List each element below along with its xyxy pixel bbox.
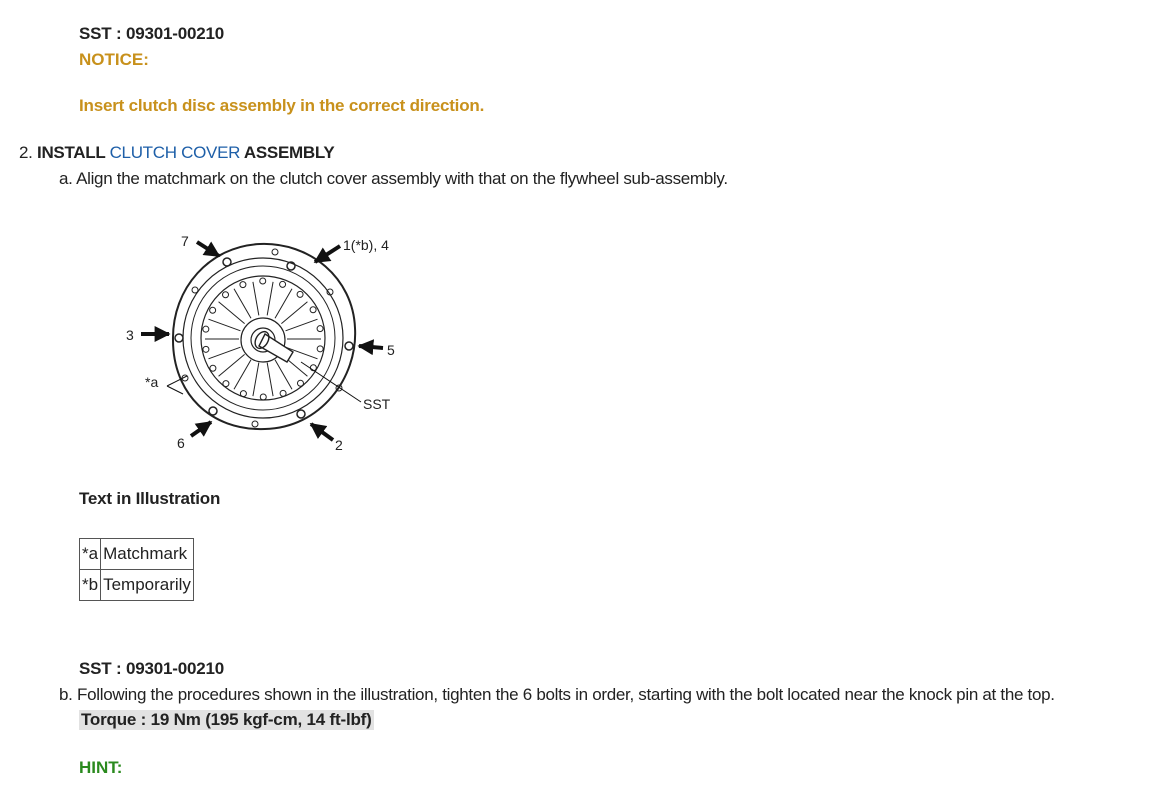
sst-label: SST bbox=[363, 396, 391, 412]
step-b-text: b. Following the procedures shown in the illustration, tighten the 6 bolts in order, starting with the bolt located near the knock pin at the top. bbox=[59, 685, 1055, 704]
step-2-heading bbox=[19, 143, 334, 163]
clutch-cover-link[interactable]: CLUTCH COVER bbox=[109, 143, 241, 162]
notice-text: Insert clutch disc assembly in the correct direction. bbox=[79, 96, 485, 115]
legend-key: *b bbox=[80, 570, 101, 601]
step-a-text: a. Align the matchmark on the clutch cover assembly with that on the flywheel sub-assembly. bbox=[59, 169, 728, 188]
notice-label: NOTICE: bbox=[79, 50, 149, 69]
sst-note-bottom: SST : 09301-00210 bbox=[79, 659, 224, 678]
legend-row bbox=[80, 539, 194, 570]
torque-spec: Torque : 19 Nm (195 kgf-cm, 14 ft-lbf) bbox=[81, 710, 372, 729]
clutch-cover-illustration bbox=[115, 228, 415, 456]
step-2-suffix: ASSEMBLY bbox=[243, 143, 335, 162]
bolt-7-label: 7 bbox=[181, 233, 189, 249]
step-2-prefix: INSTALL bbox=[37, 143, 106, 162]
clutch-cover-drawing bbox=[173, 244, 355, 429]
hint-label: HINT: bbox=[79, 758, 123, 777]
matchmark-label: *a bbox=[145, 374, 159, 390]
bolt-6-label: 6 bbox=[177, 435, 185, 451]
legend-value: Temporarily bbox=[101, 570, 194, 601]
legend-value: Matchmark bbox=[101, 539, 194, 570]
legend-row bbox=[80, 570, 194, 601]
bolt-1-label: 1(*b), 4 bbox=[343, 237, 389, 253]
sst-note-top: SST : 09301-00210 bbox=[79, 24, 224, 43]
bolt-2-label: 2 bbox=[335, 437, 343, 453]
bolt-3-label: 3 bbox=[126, 327, 134, 343]
text-in-illustration-heading: Text in Illustration bbox=[79, 489, 221, 508]
step-2-number: 2. bbox=[19, 143, 33, 162]
illustration-legend-table bbox=[79, 538, 194, 601]
legend-key: *a bbox=[80, 539, 101, 570]
bolt-5-label: 5 bbox=[387, 342, 395, 358]
